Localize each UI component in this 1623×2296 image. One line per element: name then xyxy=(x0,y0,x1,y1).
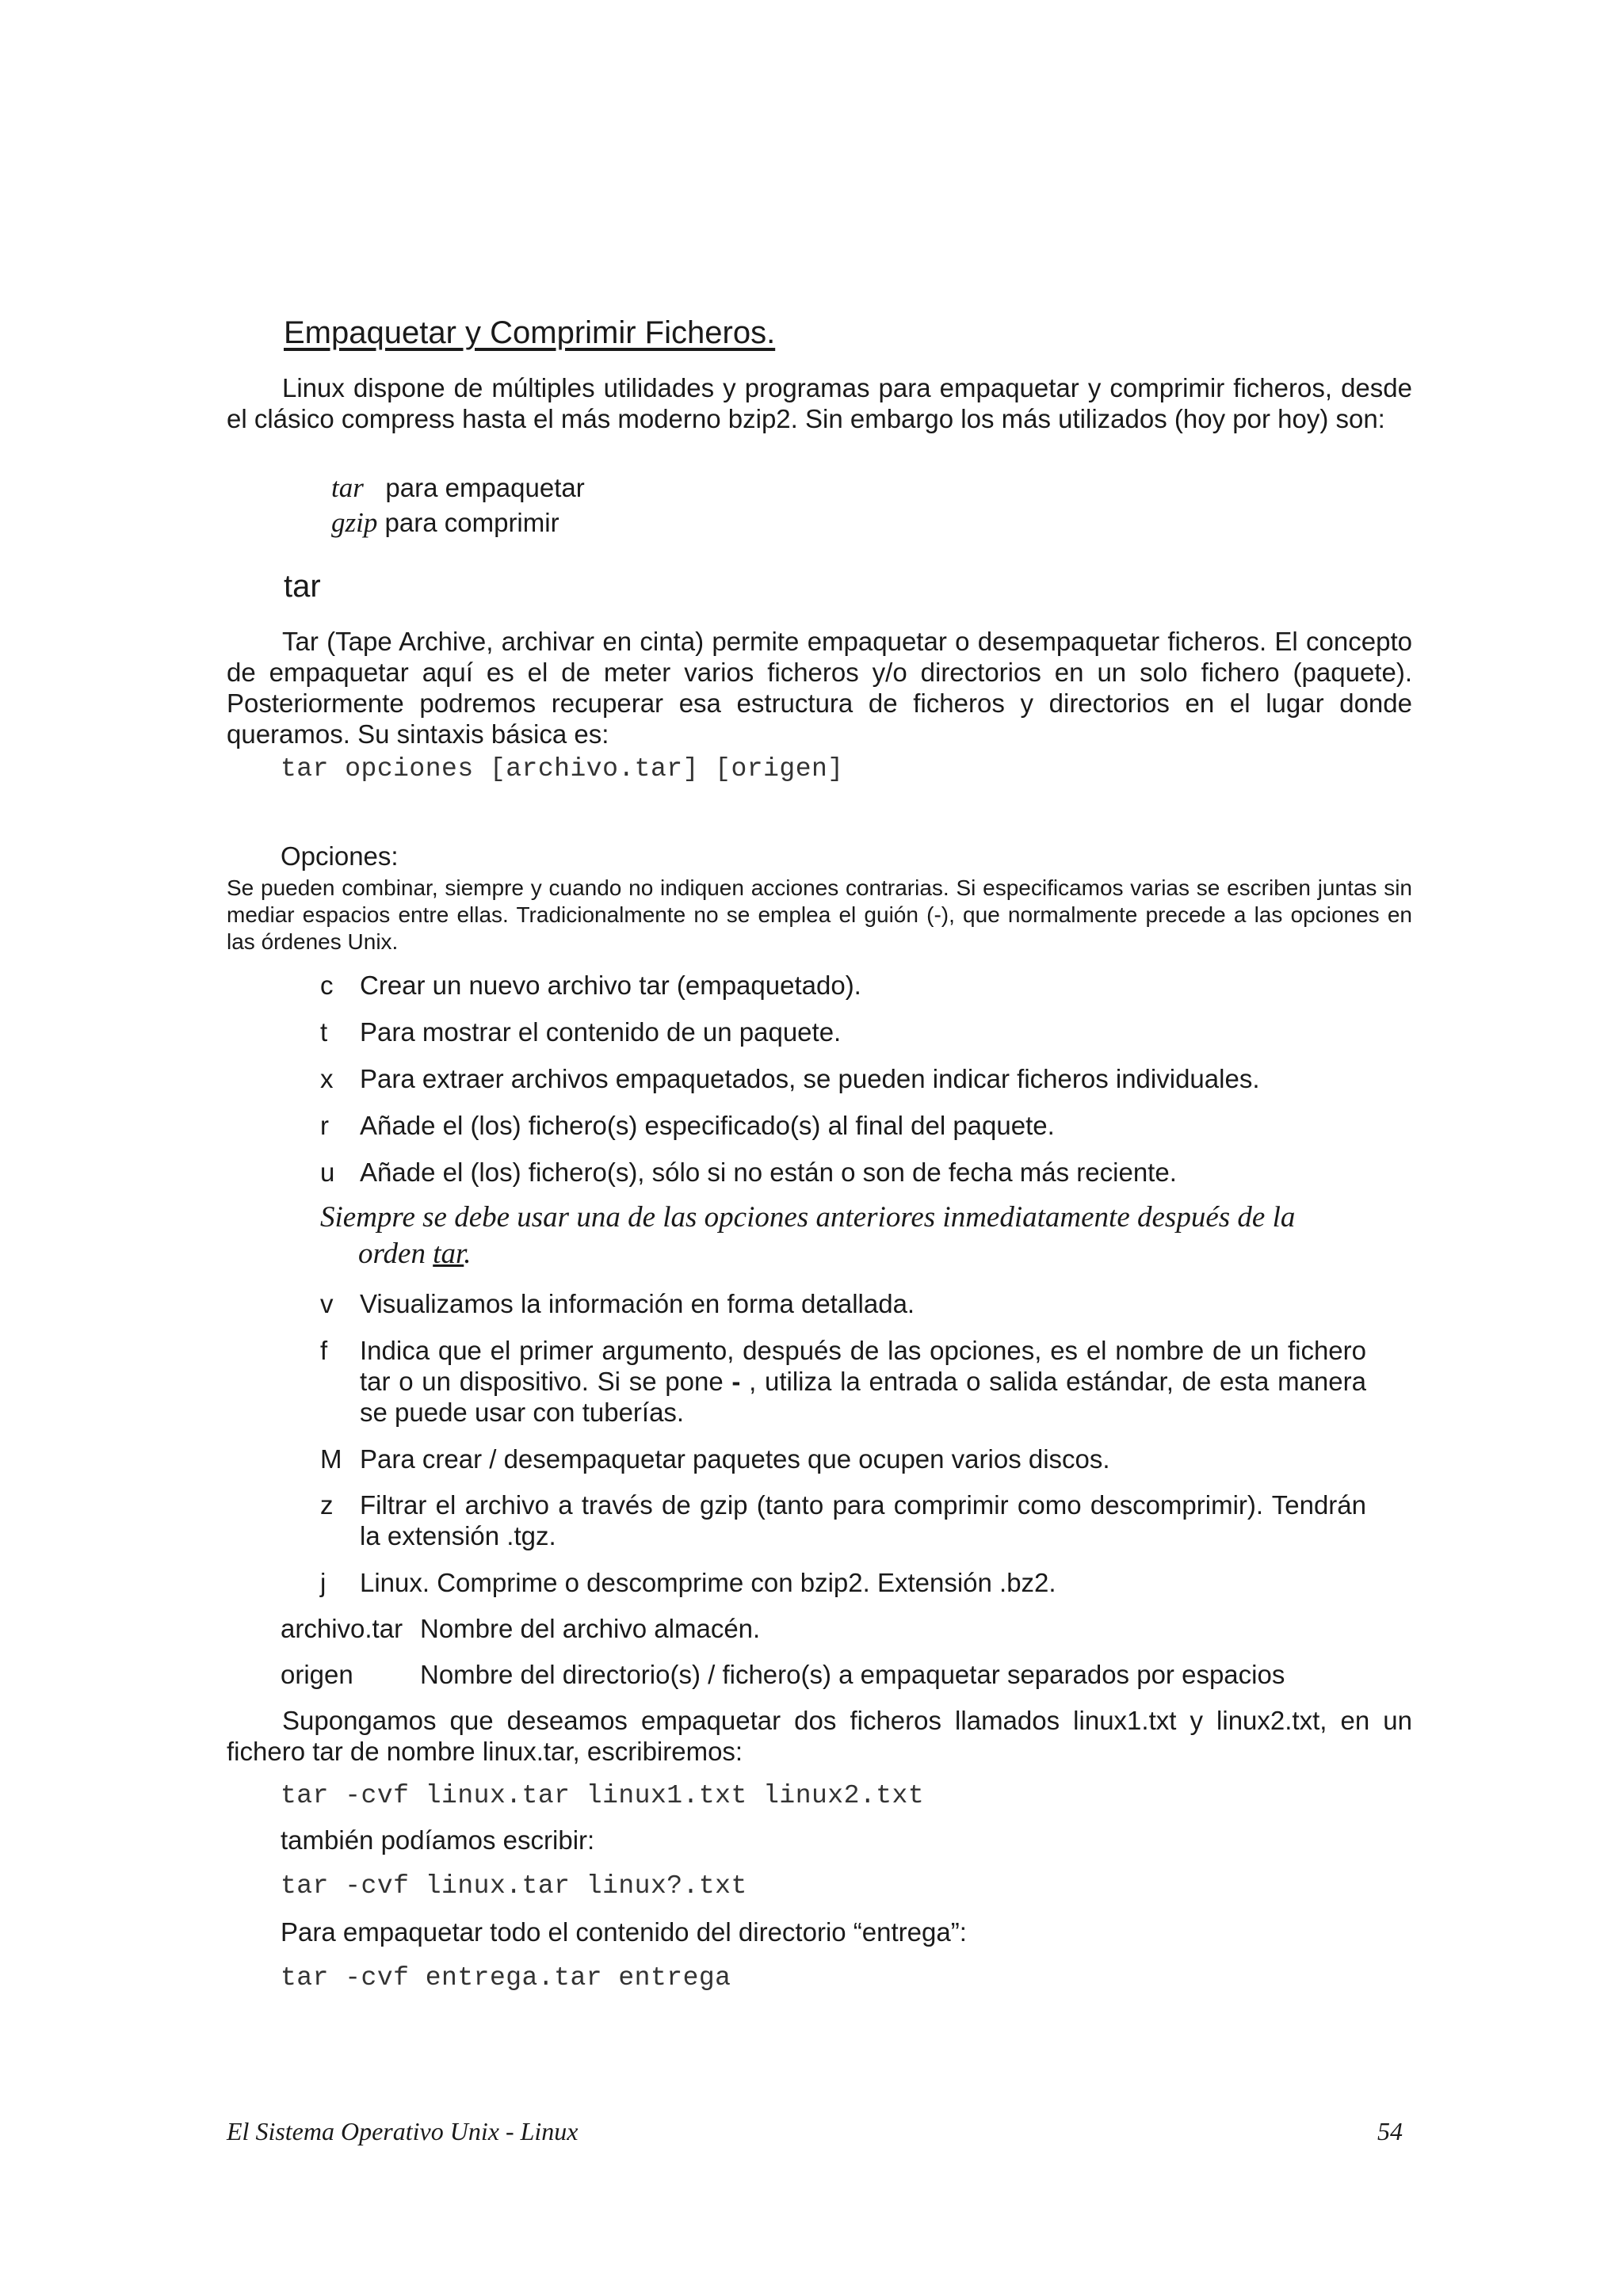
arg-desc: Nombre del directorio(s) / fichero(s) a empaquetar separados por espacios xyxy=(420,1660,1285,1689)
example-command-1: tar -cvf linux.tar linux1.txt linux2.txt xyxy=(281,1781,925,1810)
usage-warning-line2 xyxy=(320,1236,1366,1272)
option-key: v xyxy=(320,1289,334,1318)
option-key: f xyxy=(320,1336,328,1365)
tar-description xyxy=(227,626,1412,749)
option-desc: Para extraer archivos empaquetados, se pueden indicar ficheros individuales. xyxy=(360,1064,1260,1093)
intro-text: Linux dispone de múltiples utilidades y programas para empaquetar y comprimir ficheros, desde el clásico compress hasta el más moderno bzip2. Sin embargo los más utilizados (hoy por hoy) son: xyxy=(227,373,1412,433)
section-title: Empaquetar y Comprimir Ficheros. xyxy=(284,315,776,350)
option-desc: Para crear / desempaquetar paquetes que ocupen varios discos. xyxy=(360,1444,1110,1474)
option-r xyxy=(320,1110,1366,1141)
option-desc: Añade el (los) fichero(s) especificado(s) al final del paquete. xyxy=(360,1111,1055,1140)
example-command-2: tar -cvf linux.tar linux?.txt xyxy=(281,1871,747,1901)
option-z xyxy=(320,1489,1366,1551)
option-key: u xyxy=(320,1158,335,1187)
option-c xyxy=(320,970,1366,1001)
usage-warning-dot: . xyxy=(464,1238,472,1270)
option-key: r xyxy=(320,1111,329,1140)
usage-warning xyxy=(320,1199,1366,1272)
arg-archivo xyxy=(281,1613,760,1644)
option-desc: Linux. Comprime o descomprime con bzip2. Extensión .bz2. xyxy=(360,1568,1056,1597)
page-number: 54 xyxy=(1377,2117,1403,2145)
option-M xyxy=(320,1444,1366,1474)
example-command-3: tar -cvf entrega.tar entrega xyxy=(281,1963,731,1993)
option-t xyxy=(320,1016,1366,1047)
option-x xyxy=(320,1063,1366,1094)
option-key: x xyxy=(320,1064,334,1093)
option-key: M xyxy=(320,1444,342,1474)
option-u xyxy=(320,1157,1366,1188)
option-desc: Crear un nuevo archivo tar (empaquetado). xyxy=(360,971,861,1000)
option-j xyxy=(320,1567,1366,1598)
option-desc: Visualizamos la información en forma detallada. xyxy=(360,1289,915,1318)
intro-paragraph xyxy=(227,372,1412,434)
tool-gzip-desc: para comprimir xyxy=(384,508,559,537)
options-note: Se pueden combinar, siempre y cuando no indiquen acciones contrarias. Si especificamos varias se escriben juntas sin mediar espacios entre ellas. Tradicionalmente no se emplea el guión (-), que normalmente precede a las opciones en las órdenes Unix. xyxy=(227,875,1412,954)
option-desc: Filtrar el archivo a través de gzip (tanto para comprimir como descomprimir). Tendrán la extensión .tgz. xyxy=(360,1490,1366,1550)
arg-key: origen xyxy=(281,1660,353,1689)
usage-warning-orden: orden xyxy=(358,1238,433,1270)
tar-description-text: Tar (Tape Archive, archivar en cinta) permite empaquetar o desempaquetar ficheros. El concepto de empaquetar aquí es el de meter varios ficheros y/o directorios en un solo fichero (paquete). Posteriormente podremos recuperar esa estructura de ficheros y directorios en el lugar donde queramos. Su sintaxis básica es: xyxy=(227,627,1412,749)
option-key: t xyxy=(320,1017,328,1047)
syntax-line: tar opciones [archivo.tar] [origen] xyxy=(281,754,844,784)
example-intro xyxy=(227,1705,1412,1767)
option-key: z xyxy=(320,1490,334,1520)
option-desc xyxy=(360,1335,1366,1428)
tool-gzip-name: gzip xyxy=(331,507,378,538)
option-f-desc-b: , utiliza la entrada o salida estándar, de esta manera se puede usar con tuberías. xyxy=(360,1367,1366,1427)
arg-origen xyxy=(281,1659,1285,1690)
example-intro-text: Supongamos que deseamos empaquetar dos ficheros llamados linux1.txt y linux2.txt, en un fichero tar de nombre linux.tar, escribiremos: xyxy=(227,1706,1412,1766)
tar-heading: tar xyxy=(284,569,321,604)
options-heading: Opciones: xyxy=(281,841,399,871)
tool-tar-name: tar xyxy=(331,472,364,503)
tool-tar xyxy=(331,471,585,505)
also-text: también podíamos escribir: xyxy=(281,1825,595,1855)
option-f xyxy=(320,1335,1366,1428)
option-v xyxy=(320,1288,1366,1319)
directory-intro: Para empaquetar todo el contenido del directorio “entrega”: xyxy=(281,1917,967,1947)
option-desc: Para mostrar el contenido de un paquete. xyxy=(360,1017,842,1047)
usage-warning-line1: Siempre se debe usar una de las opciones anteriores inmediatamente después de la xyxy=(320,1201,1296,1234)
option-key: c xyxy=(320,971,334,1000)
tool-gzip xyxy=(331,505,559,540)
usage-warning-tar: tar xyxy=(433,1238,464,1270)
arg-desc: Nombre del archivo almacén. xyxy=(420,1614,761,1643)
arg-key: archivo.tar xyxy=(281,1614,403,1643)
footer-book-title: El Sistema Operativo Unix - Linux xyxy=(227,2117,579,2145)
option-f-dash: - xyxy=(731,1367,741,1396)
option-f-desc-a: Indica que el primer argumento, después de las opciones, es el nombre de un fichero tar o un dispositivo. Si se pone xyxy=(360,1336,1366,1396)
tool-tar-desc: para empaquetar xyxy=(385,473,585,502)
option-key: j xyxy=(320,1568,327,1597)
option-desc: Añade el (los) fichero(s), sólo si no están o son de fecha más reciente. xyxy=(360,1158,1177,1187)
